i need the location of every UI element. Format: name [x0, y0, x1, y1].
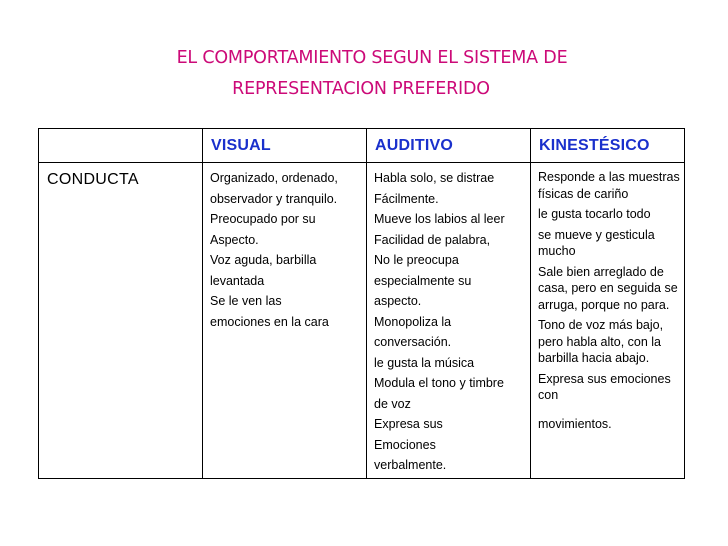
cell-line: Facilidad de palabra,	[374, 232, 491, 247]
cell-auditivo	[374, 169, 529, 477]
column-divider	[202, 129, 203, 478]
column-divider	[366, 129, 367, 478]
cell-line: especialmente su	[374, 273, 472, 288]
cell-item: Tono de voz más bajo, pero habla alto, con la barbilla hacia abajo.	[538, 318, 664, 365]
cell-line: conversación.	[374, 335, 452, 349]
cell-line: Organizado, ordenado,	[210, 171, 338, 185]
cell-line: Modula el tono y timbre	[374, 376, 504, 390]
cell-line: observador y tranquilo.	[210, 191, 338, 206]
cell-line: Habla solo, se distrae	[374, 171, 495, 185]
cell-line: Fácilmente.	[374, 191, 439, 206]
cell-item: movimientos.	[538, 416, 612, 431]
row-label-conducta: CONDUCTA	[47, 171, 139, 188]
cell-item: Expresa sus emociones con	[538, 371, 671, 402]
cell-line: le gusta la música	[374, 355, 475, 370]
cell-line: aspecto.	[374, 294, 422, 308]
cell-line: de voz	[374, 396, 411, 411]
cell-item: se mueve y gesticula mucho	[538, 227, 655, 258]
title-line-2: REPRESENTACION PREFERIDO	[232, 79, 490, 99]
cell-line: verbalmente.	[374, 458, 447, 472]
header-visual: VISUAL	[211, 137, 271, 154]
cell-item: le gusta tocarlo todo	[538, 207, 651, 221]
cell-line: Se le ven las	[210, 294, 282, 308]
cell-line: No le preocupa	[374, 253, 459, 267]
cell-line: Monopoliza la	[374, 314, 452, 329]
cell-item: Responde a las muestras físicas de cariño	[538, 170, 680, 201]
header-divider	[39, 162, 684, 163]
cell-line: Emociones	[374, 437, 436, 452]
behavior-table	[38, 128, 685, 479]
cell-line: emociones en la cara	[210, 314, 329, 329]
cell-item: Sale bien arreglado de casa, pero en seguida se arruga, porque no para.	[538, 264, 678, 312]
cell-kinestesico	[538, 169, 684, 436]
cell-visual	[210, 169, 364, 333]
cell-line: Mueve los labios al leer	[374, 212, 505, 226]
cell-line: Expresa sus	[374, 417, 443, 431]
cell-line: Voz aguda, barbilla	[210, 253, 317, 267]
cell-line: levantada	[210, 273, 265, 288]
header-kinestesico: KINESTÉSICO	[539, 137, 650, 154]
title-line-1: EL COMPORTAMIENTO SEGUN EL SISTEMA DE	[176, 48, 568, 68]
header-auditivo: AUDITIVO	[375, 137, 454, 154]
cell-line: Preocupado por su	[210, 212, 316, 226]
column-divider	[530, 129, 531, 478]
cell-line: Aspecto.	[210, 232, 259, 247]
